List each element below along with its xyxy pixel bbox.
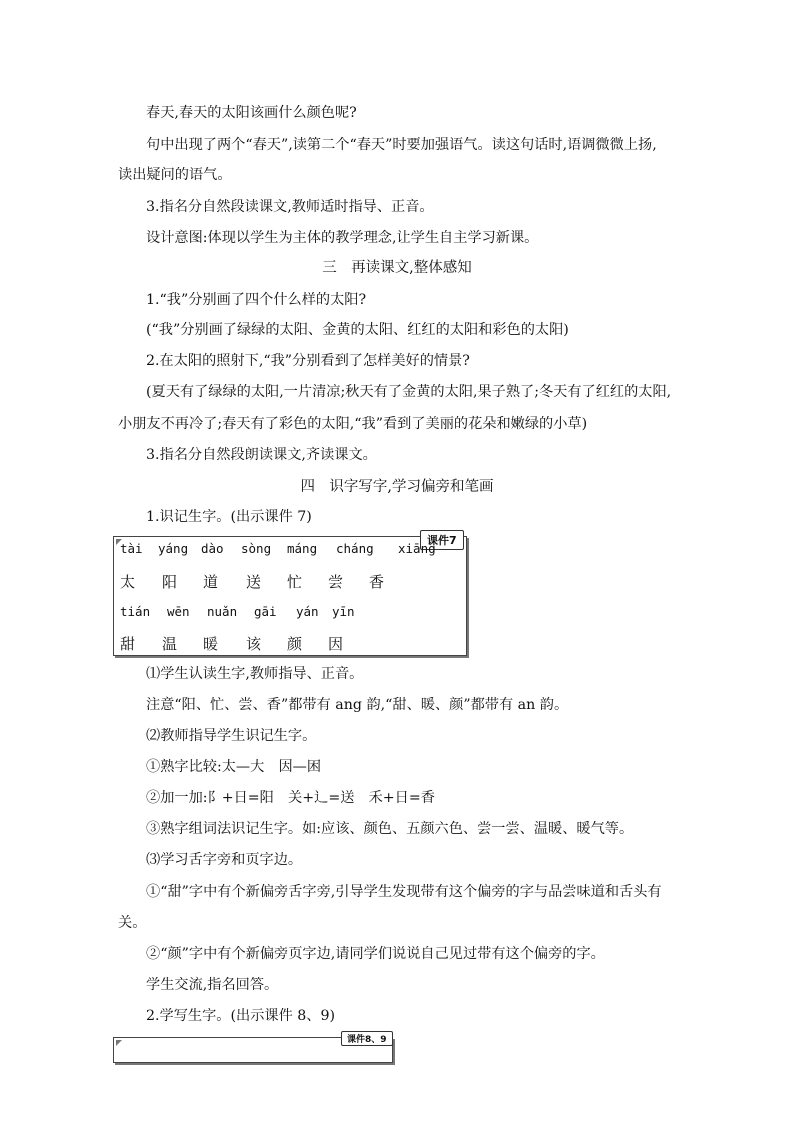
pinyin: yīn — [332, 604, 355, 619]
paragraph-line: ⑴学生认读生字,教师指导、正音。 — [146, 666, 364, 682]
paragraph-line: 句中出现了两个“春天”,读第二个“春天”时要加强语气。读这句话时,语调微微上扬, — [146, 137, 657, 153]
paragraph-line: ③熟字组词法识记生字。如:应该、颜色、五颜六色、尝一尝、温暖、暖气等。 — [146, 821, 634, 837]
paragraph-line: 关。 — [118, 915, 147, 931]
paragraph-line: 学生交流,指名回答。 — [146, 977, 279, 993]
question: 1.“我”分别画了四个什么样的太阳? — [146, 292, 367, 308]
hanzi: 暖 — [203, 635, 219, 653]
hanzi: 温 — [162, 635, 178, 653]
hanzi: 太 — [120, 573, 136, 591]
answer: (夏天有了绿绿的太阳,一片清凉;秋天有了金黄的太阳,果子熟了;冬天有了红红的太阳, — [146, 384, 672, 400]
paragraph-line: 注意“阳、忙、尝、香”都带有 ang 韵,“甜、暖、颜”都带有 an 韵。 — [146, 697, 569, 713]
paragraph-line: 3.指名分自然段朗读课文,齐读课文。 — [146, 447, 377, 463]
pinyin: nuǎn — [207, 604, 238, 619]
answer: 小朋友不再冷了;春天有了彩色的太阳,“我”看到了美丽的花朵和嫩绿的小草) — [118, 416, 588, 432]
paragraph-line: ①熟字比较:太—大 因—困 — [146, 759, 322, 775]
paragraph-line: 2.学写生字。(出示课件 8、9) — [146, 1008, 336, 1024]
hanzi: 送 — [246, 573, 262, 591]
hanzi: 道 — [203, 573, 219, 591]
pinyin: yáng — [158, 541, 189, 556]
paragraph-line: ②“颜”字中有个新偏旁页字边,请同学们说说自己见过带有这个偏旁的字。 — [146, 946, 605, 962]
paragraph-line: 春天,春天的太阳该画什么颜色呢? — [146, 105, 357, 121]
courseware-tag: 课件7 — [420, 530, 464, 550]
question: 2.在太阳的照射下,“我”分别看到了怎样美好的情景? — [146, 353, 470, 369]
hanzi: 该 — [246, 635, 262, 653]
paragraph-line: ⑶学习舌字旁和页字边。 — [146, 852, 303, 868]
pinyin: tián — [120, 604, 151, 619]
paragraph-line: ⑵教师指导学生识记生字。 — [146, 728, 317, 744]
design-intent: 设计意图:体现以学生为主体的教学理念,让学生自主学习新课。 — [146, 230, 539, 246]
section-heading: 四 识字写字,学习偏旁和笔画 — [300, 479, 494, 495]
hanzi: 阳 — [162, 573, 178, 591]
paragraph-line: 1.识记生字。(出示课件 7) — [146, 509, 312, 525]
paragraph-line: ②加一加:阝+日=阳 关+辶=送 禾+日=香 — [146, 790, 435, 806]
paragraph-line: 3.指名分自然段读课文,教师适时指导、正音。 — [146, 199, 434, 215]
pinyin: yán — [296, 604, 319, 619]
hanzi: 因 — [328, 635, 344, 653]
hanzi: 忙 — [287, 573, 303, 591]
hanzi: 尝 — [328, 573, 344, 591]
corner-mark-icon — [116, 1040, 122, 1046]
pinyin: gāi — [254, 604, 277, 619]
pinyin: máng — [287, 541, 318, 556]
hanzi: 甜 — [120, 635, 136, 653]
pinyin: tài — [120, 541, 143, 556]
pinyin: sòng — [241, 541, 272, 556]
paragraph-line: 读出疑问的语气。 — [118, 167, 232, 183]
hanzi: 香 — [369, 573, 385, 591]
pinyin: cháng — [336, 541, 374, 556]
pinyin: dào — [201, 541, 224, 556]
pinyin: wēn — [167, 604, 190, 619]
answer: (“我”分别画了绿绿的太阳、金黄的太阳、红红的太阳和彩色的太阳) — [146, 322, 569, 338]
pinyin: xiāng — [398, 541, 436, 556]
section-heading: 三 再读课文,整体感知 — [322, 260, 472, 276]
hanzi: 颜 — [287, 635, 303, 653]
paragraph-line: ①“甜”字中有个新偏旁舌字旁,引导学生发现带有这个偏旁的字与品尝味道和舌头有 — [146, 884, 662, 900]
courseware-tag: 课件8、9 — [341, 1031, 393, 1046]
